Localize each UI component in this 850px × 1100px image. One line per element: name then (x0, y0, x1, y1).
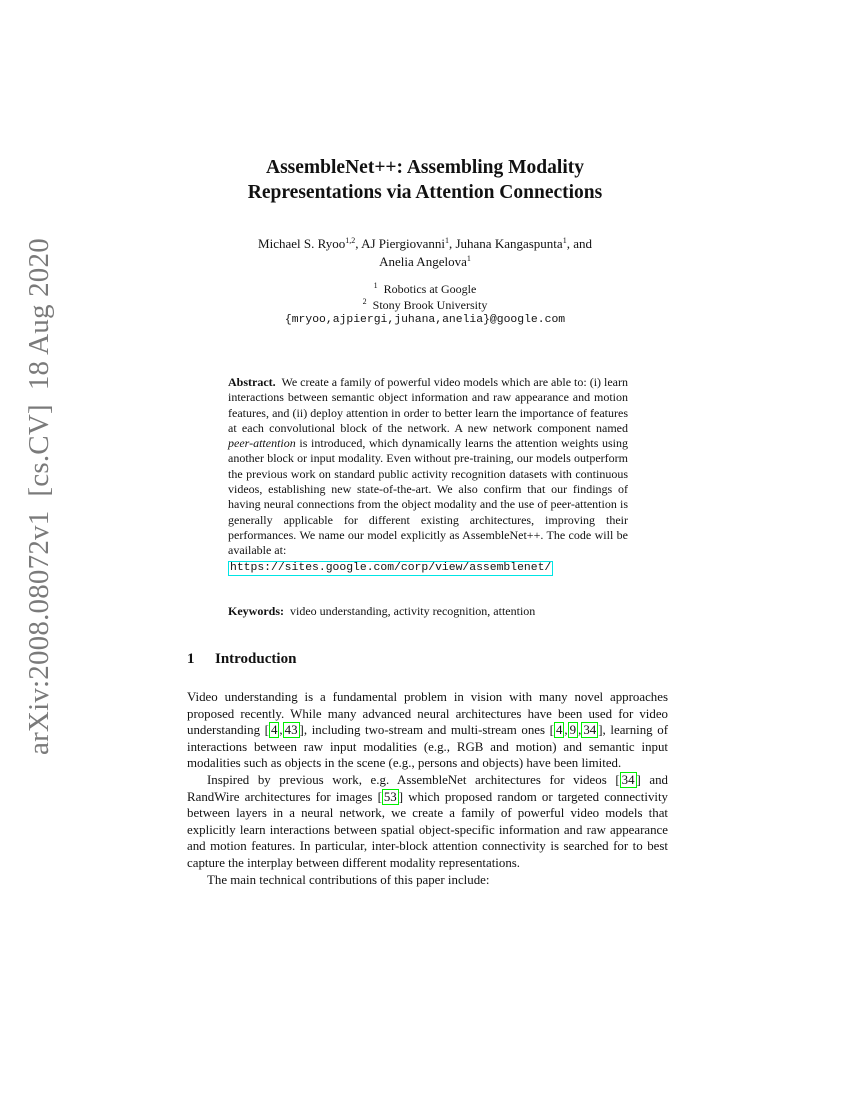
paragraph-text: Video understanding is a fundamental problem in vision with many novel approaches proposed recently. While many advanced neural architectures have been used for video understanding [ (187, 690, 668, 738)
author (379, 254, 471, 269)
paragraph-text: Inspired by previous work, e.g. AssembleNet architectures for videos [ (207, 772, 620, 787)
author-affil-mark: 1 (444, 236, 449, 245)
author-affil-mark: 1 (562, 236, 567, 245)
paragraph-text: ] which proposed random or targeted connectivity between layers in a neural network, we create a family of powerful video models that explicitly learn interactions between spatial object-specific information and raw appearance and motion features. In particular, inter-block attention connectivity is searched for to best capture the interplay between different modality representations. (187, 789, 668, 870)
author-list (0, 235, 850, 271)
author-name: AJ Piergiovanni (361, 236, 445, 251)
author-name: Anelia Angelova (379, 254, 467, 269)
keywords-text: video understanding, activity recognition, attention (290, 604, 536, 618)
paragraph: The main technical contributions of this paper include: (207, 872, 490, 887)
abstract-text: is introduced, which dynamically learns the attention weights using another block or input modality. Even without pre-training, our models outperform the previous work on standard public activity recognition datasets with continuous videos, establishing new state-of-the-art. We also confirm that our findings of having neural connections from the object modality and the use of peer-attention is generally applicable for different existing architectures, improving their performances. We name our model explicitly as AssembleNet++. The code will be available at: (228, 436, 629, 558)
body-text (187, 689, 668, 888)
paragraph: Video understanding is a fundamental problem in vision with many novel approaches proposed recently. While many advanced neural architectures have been used for video understanding [ 4 , 43 ], including two-stream and multi-stream ones [ 4 , 9 , 34 ], learning of interactions between raw input modalities (e.g., RGB and motion) and semantic input modalities such as objects in the scene (e.g., persons and objects) have been limited. (187, 690, 668, 771)
citation-link[interactable]: 4 (555, 723, 563, 738)
author-affil-mark: 1,2 (345, 236, 356, 245)
author-sep: , and (566, 236, 592, 251)
abstract (228, 375, 628, 576)
section-title: Introduction (215, 651, 297, 667)
author-name: Juhana Kangaspunta (455, 236, 563, 251)
paper-title (0, 155, 850, 205)
author-affil-mark: 1 (466, 254, 471, 263)
author-sep: , (448, 236, 456, 251)
abstract-emphasis: peer-attention (228, 436, 296, 451)
citation-link[interactable]: 34 (621, 772, 635, 787)
affiliation (0, 282, 850, 298)
keywords-label: Keywords: (228, 604, 284, 618)
paragraph-text: ], learning of interactions between raw input modalities (e.g., RGB and motion) and semantic input modalities such as objects in the scene (e.g., persons and objects) have been limited. (187, 723, 668, 771)
affil-name: Stony Brook University (372, 297, 488, 312)
section-heading (187, 651, 296, 668)
code-url-link[interactable]: https://sites.google.com/corp/view/assemblenet/ (230, 561, 552, 574)
author-sep: , (355, 236, 362, 251)
citation-link[interactable]: 34 (583, 723, 597, 738)
title-line-2: Representations via Attention Connections (247, 182, 603, 203)
citation-link[interactable]: 43 (284, 723, 298, 738)
affil-mark: 2 (362, 296, 367, 306)
paragraph-text: ] and RandWire architectures for images [ (187, 772, 668, 804)
abstract-text: We create a family of powerful video models which are able to: (i) learn interactions between semantic object information and raw appearance and motion features, and (ii) deploy attention in order to better learn the importance of features at each convolutional block of the network. A new network component named (228, 375, 629, 435)
author (258, 236, 361, 251)
author-name: Michael S. Ryoo (258, 236, 346, 251)
author (455, 236, 592, 251)
affil-mark: 1 (373, 281, 378, 290)
abstract-label: Abstract. (228, 375, 276, 389)
citation-link[interactable]: 9 (569, 723, 577, 738)
arxiv-id: arXiv:2008.08072v1 (23, 510, 55, 755)
author-emails: {mryoo,ajpiergi,juhana,anelia}@google.com (284, 314, 566, 326)
section-number: 1 (187, 651, 195, 667)
arxiv-date: 18 Aug 2020 (23, 238, 55, 391)
title-line-1: AssembleNet++: Assembling Modality (266, 157, 584, 178)
citation-link[interactable]: 4 (270, 723, 278, 738)
author (361, 236, 455, 251)
affiliations (0, 282, 850, 329)
paragraph-text: ], including two-stream and multi-stream ones [ (299, 723, 554, 738)
keywords (228, 604, 628, 619)
paragraph (187, 772, 668, 872)
arxiv-category: [cs.CV] (23, 404, 55, 497)
affil-name: Robotics at Google (383, 282, 477, 296)
citation-link[interactable]: 53 (383, 789, 397, 804)
affiliation (0, 298, 850, 314)
